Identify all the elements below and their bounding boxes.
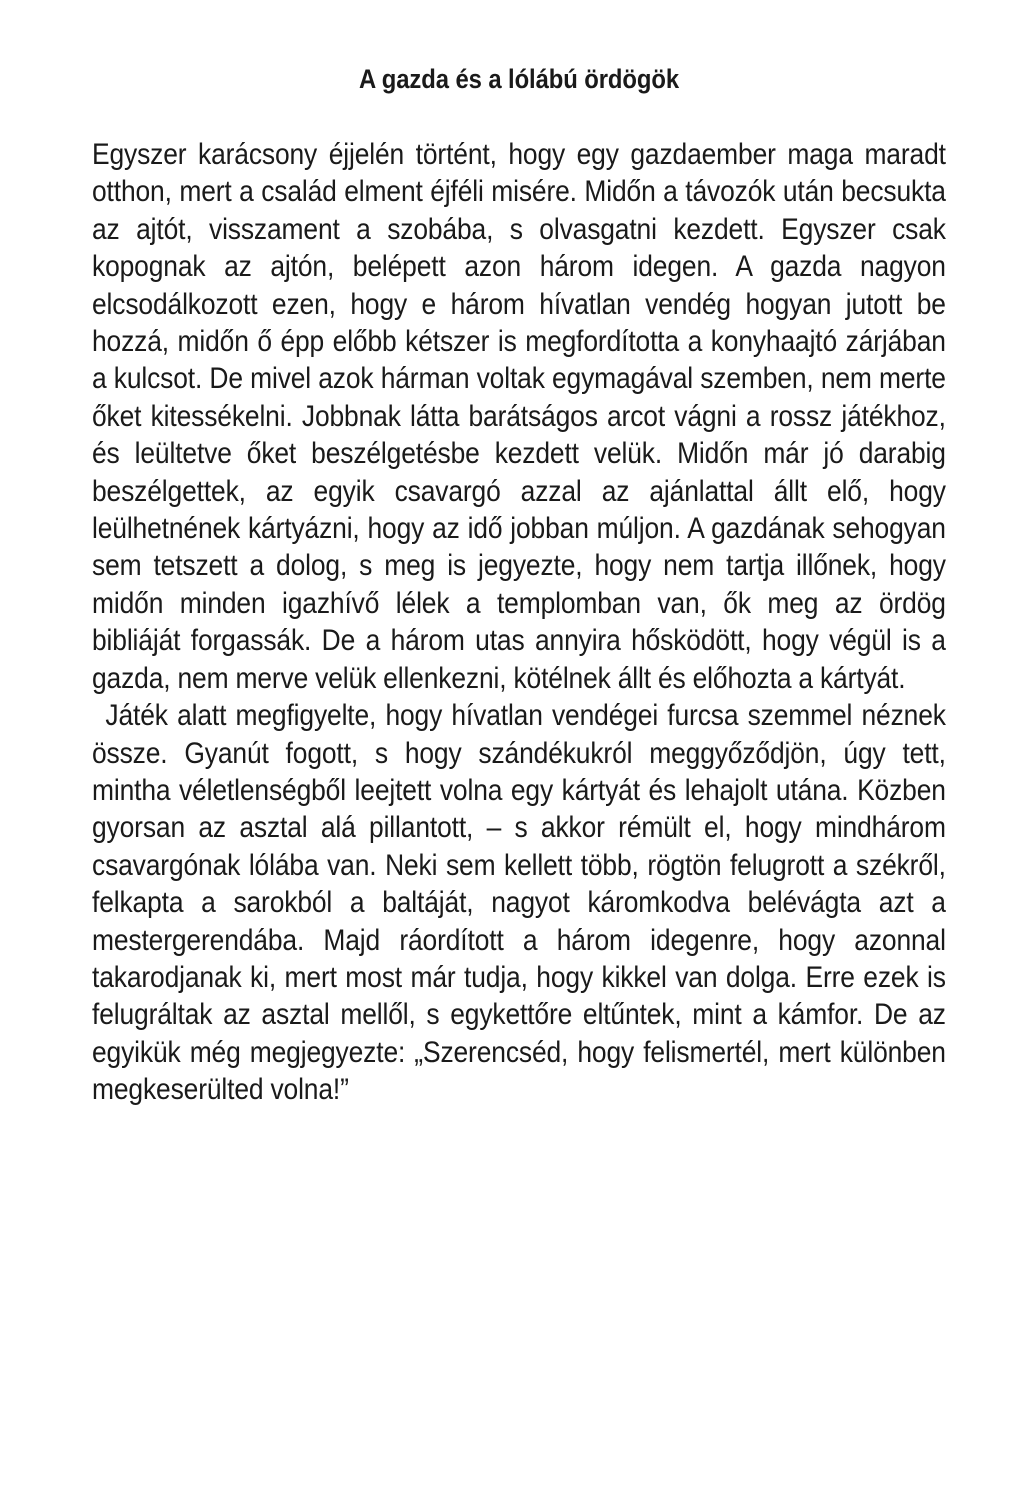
page-title: A gazda és a lólábú ördögök xyxy=(358,64,680,94)
body-paragraph-1: Egyszer karácsony éjjelén történt, hogy egy gazdaember maga maradt otthon, mert a család elment éjféli misére. Midőn a távozók után becsukta az ajtót, visszament a szobába, s olvasgatni kezdett. Egyszer csak kopognak az ajtón, belépett azon három idegen. A gazda nagyon elcsodálkozott ezen, hogy e három hívatlan vendég hogyan jutott be hozzá, midőn ő épp előbb kétszer is megfordította a konyhaajtó zárjában a kulcsot. De mivel azok hárman voltak egymagával szemben, nem merte őket kitessékelni. Jobbnak látta barátságos arcot vágni a rossz játékhoz, és leültetve őket beszélgetésbe kezdett velük. Midőn már jó darabig beszélgettek, az egyik csavargó azzal az ajánlattal állt elő, hogy leülhetnének kártyázni, hogy az idő jobban múljon. A gazdának sehogyan sem tetszett a dolog, s meg is jegyezte, hogy nem tartja illőnek, hogy midőn minden igazhívő lélek a templomban van, ők meg az ördög bibliáját forgassák. De a három utas annyira hősködött, hogy végül is a gazda, nem merve velük ellenkezni, kötélnek állt és előhozta a kártyát. xyxy=(92,138,946,695)
document-text-body xyxy=(92,62,946,1109)
body-paragraph-2: Játék alatt megfigyelte, hogy hívatlan vendégei furcsa szemmel néznek össze. Gyanút fogott, s hogy szándékukról meggyőződjön, úgy tett, mintha véletlenségből leejtett volna egy kártyát és lehajolt utána. Közben gyorsan az asztal alá pillantott, – s akkor rémült el, hogy mindhárom csavargónak lólába van. Neki sem kellett több, rögtön felugrott a székről, felkapta a sarokból a baltáját, nagyot káromkodva belévágta azt a mestergerendába. Majd ráordított a három idegenre, hogy azonnal takarodjanak ki, mert most már tudja, hogy kikkel van dolga. Erre ezek is felugráltak az asztal mellől, s egykettőre eltűntek, mint a kámfor. De az egyikük még megjegyezte: „Szerencséd, hogy felismertél, mert különben megkeserülted volna!” xyxy=(92,699,946,1107)
